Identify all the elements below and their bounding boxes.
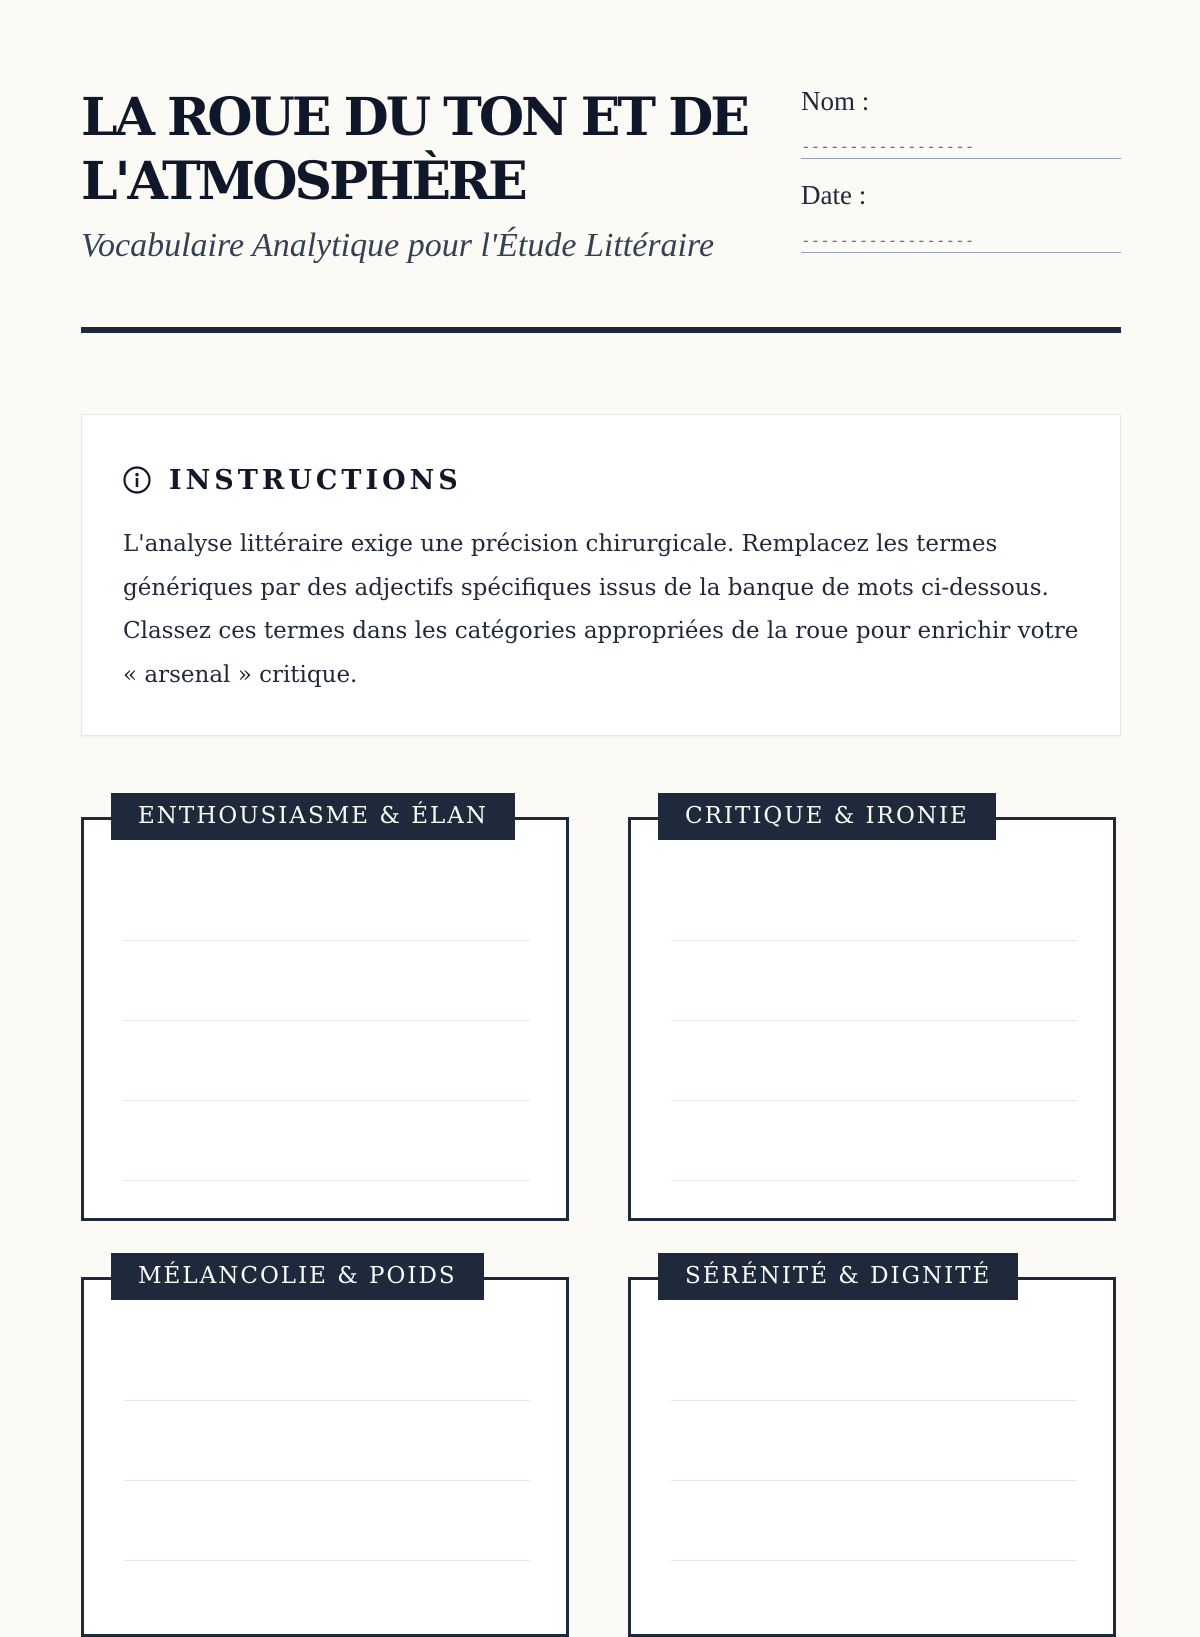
worksheet-header xyxy=(81,86,1121,326)
write-line xyxy=(671,1100,1077,1101)
info-circle-icon xyxy=(123,466,151,494)
write-line xyxy=(671,940,1077,941)
worksheet-page xyxy=(81,0,1121,1600)
category-label: ENTHOUSIASME & ÉLAN xyxy=(111,793,515,840)
write-line xyxy=(671,1560,1077,1561)
category-label: SÉRÉNITÉ & DIGNITÉ xyxy=(658,1253,1018,1300)
category-label: MÉLANCOLIE & POIDS xyxy=(111,1253,484,1300)
write-line xyxy=(124,1180,530,1181)
category-box-enthousiasme[interactable] xyxy=(81,803,569,1221)
student-info xyxy=(801,86,1121,274)
write-line xyxy=(124,940,530,941)
write-line xyxy=(124,1100,530,1101)
page-title: LA ROUE DU TON ET DE L'ATMOSPHÈRE xyxy=(81,87,747,212)
name-label: Nom : xyxy=(801,86,870,116)
page-subtitle: Vocabulaire Analytique pour l'Étude Littéraire xyxy=(81,227,715,264)
write-line xyxy=(124,1020,530,1021)
category-box-serenite[interactable] xyxy=(628,1263,1116,1637)
category-box-critique[interactable] xyxy=(628,803,1116,1221)
date-write-line[interactable]: ------------------ xyxy=(801,230,1121,253)
name-field xyxy=(801,86,1121,180)
date-field xyxy=(801,180,1121,274)
instructions-title: INSTRUCTIONS xyxy=(169,464,462,496)
category-box-melancolie[interactable] xyxy=(81,1263,569,1637)
instructions-text: L'analyse littéraire exige une précision chirurgicale. Remplacez les termes génériques par des adjectifs spécifiques issus de la banque de mots ci-dessous. Classez ces termes dans les catégories appropriées de la roue pour enrichir votre « arsenal » critique. xyxy=(123,531,1079,688)
write-line xyxy=(124,1560,530,1561)
category-label: CRITIQUE & IRONIE xyxy=(658,793,996,840)
name-write-line[interactable]: ------------------ xyxy=(801,136,1121,159)
header-divider xyxy=(81,327,1121,333)
date-label: Date : xyxy=(801,180,867,210)
instructions-heading xyxy=(123,463,462,497)
write-line xyxy=(671,1480,1077,1481)
write-line xyxy=(124,1480,530,1481)
write-line xyxy=(671,1400,1077,1401)
write-line xyxy=(124,1400,530,1401)
instructions-panel xyxy=(81,414,1121,736)
write-line xyxy=(671,1180,1077,1181)
write-line xyxy=(671,1020,1077,1021)
